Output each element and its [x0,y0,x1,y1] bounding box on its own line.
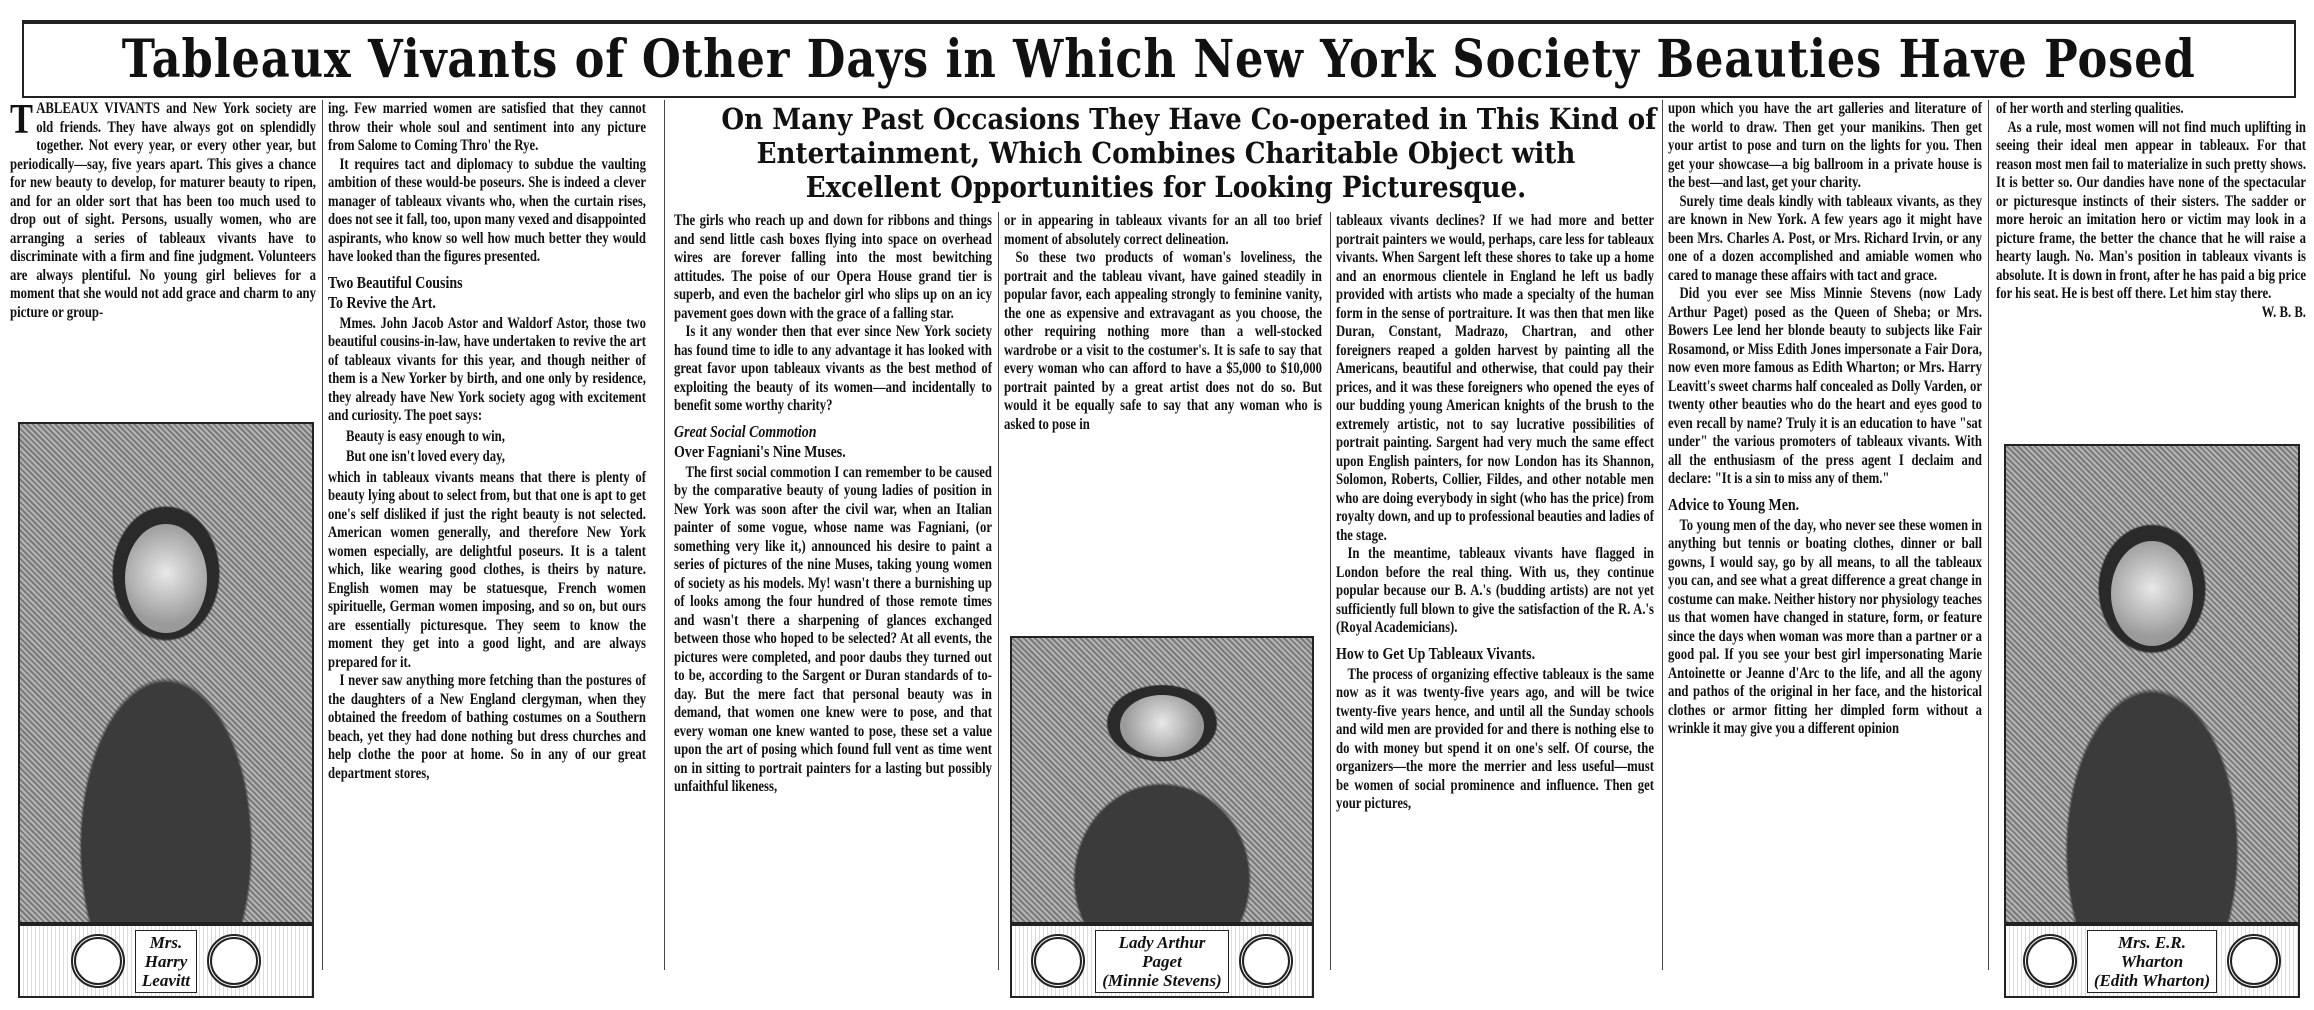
column-text [1668,100,1982,739]
ornament-icon [2023,934,2077,988]
paragraph-text: The first social commotion I can remember to be caused by the comparative beauty of young ladies of position in New York was soon after the civil war, when an Italian painter of some vogue, whose name was Fagniani, (or something very like it,) announced his desire to paint a series of pictures of the nine Muses, taking young women of society as his models. My! wasn't there a burnishing up of looks among the four hundred of those remote times and wasn't there a sharpening of glances exchanged between those who hoped to be selected? At all events, the pictures were completed, and poor daubs they turned out to be, according to the Sargent or Duran standards of to-day. But the mere fact that personal beauty was in demand, that women one knew were to pose, and that every woman one knew wanted to pose, these set a value upon the art of posing which found full vent as time went on in sitting to portrait painters for a lasting but possibly unfaithful likeness, [674,463,992,795]
paragraph-text: upon which you have the art galleries and literature of the world to draw. Then get your manikins. Then get your artist to pose and turn on the lights for you. Then get your showcase—a big ballroom in a private house is the best—and last, get your charity. [1668,100,1982,191]
verse-line [346,448,646,467]
paragraph [674,212,992,323]
column-text [674,212,992,797]
column-rule [664,100,665,970]
ornament-icon [71,934,125,988]
paragraph [1004,249,1322,434]
paragraph-text: Surely time deals kindly with tableaux vivants, as they are known in New York. A few years ago it might have been Mrs. Charles A. Post, or Mrs. Richard Irvin, or any one of a dozen accomplished and amiable women who cared to manage these affairs with tact and grace. [1668,192,1982,284]
subheading-kicker: Great Social Commotion [674,421,817,441]
face [1120,695,1204,757]
column-rule [1330,212,1331,970]
paragraph-text: But one isn't loved every day, [346,448,505,465]
drop-cap: T [10,97,33,143]
paragraph [328,156,646,267]
subheading-line: Over Fagniani's Nine Muses. [674,441,846,461]
paragraph-text: which in tableaux vivants means that there is plenty of beauty lying about to select from, but that one is apt to get one's self disliked if just the right beauty is not selected. American women generally, and therefore New York women especially, are delightful poseurs. It is a talent which, like wearing good clothes, is theirs by nature. English women may be statuesque, French women spirituelle, German women imposing, and so on, but ours are essentially picturesque. They seem to know the moment they get into a good light, and are always prepared for it. [328,468,646,671]
paragraph [1668,193,1982,286]
paragraph [674,323,992,416]
paragraph-text: It requires tact and diplomacy to subdue the vaulting ambition of these would-be poseurs. She is indeed a clever manager of tableaux vivants who, when the curtain rises, does not see it fall, too, upon many vexed and disappointed aspirants, who know so well how much better they would have looked than the figures presented. [328,155,646,265]
column-6 [1668,100,1982,1000]
portrait-leavitt [18,422,314,924]
paragraph-text: As a rule, most women will not find much uplifting in seeing their ideal men appear in tableaux. For that reason most men fail to materialize in such pretty shows. It is better so. Our dandies have none of the spectacular or picturesque instincts of their sisters. The sadder or more heroic an imitation hero or victim may look in a picture frame, the better the chance that he will raise a hearty laugh. No. Man's position in tableaux vivants is absolute. It is down in front, after he has paid a big price for his seat. He is best off there. Let him stay there. [1996,118,2306,302]
signature [1996,304,2306,323]
subheading [328,273,646,313]
column-2 [328,100,646,1000]
paragraph [328,672,646,783]
deck-line: Entertainment, Which Combines Charitable Object with [756,136,1576,170]
ornament-icon [207,934,261,988]
paragraph [674,464,992,797]
paragraph [328,469,646,673]
subheadline-deck [672,102,1660,204]
column-text [1336,212,1654,814]
caption-line: Mrs. [149,932,183,952]
paragraph [1996,119,2306,304]
subheading-line: How to Get Up Tableaux Vivants. [1336,643,1536,663]
portrait-wharton [2004,444,2300,924]
face [2111,541,2193,646]
column-text [328,100,646,783]
caption-line: Lady Arthur [1118,932,1206,952]
subheading-line: To Revive the Art. [328,292,436,312]
paragraph [328,100,646,156]
subheading [1668,495,1982,515]
column-3 [674,212,992,1000]
headline-box [22,20,2296,98]
paragraph [1668,100,1982,193]
caption-wharton [2004,924,2300,998]
caption-text [2087,930,2217,993]
paragraph [1668,517,1982,739]
paragraph-text: ABLEAUX VIVANTS and New York society are old friends. They have always got on splendidly together. Not every year, or every other year, but periodically—say, five years apart. This gives a chance for new beauty to develop, for maturer beauty to ripen, and for an older sort that has been too much used to drop out of sight. Persons, usually women, who are arranging a series of tableaux vivants have to discriminate with a firm and fine judgment. Volunteers are always plentiful. No young girl believes for a moment that she would not add grace and charm to any picture or group- [10,100,316,321]
verse-line [346,428,646,447]
face [125,524,207,634]
deck-line: Excellent Opportunities for Looking Picturesque. [805,170,1527,204]
ornament-icon [1239,934,1293,988]
subheading [674,422,992,462]
paragraph-text: In the meantime, tableaux vivants have flagged in London before the real thing. With us, they continue popular because our B. A.'s (budding artists) are not yet sufficiently full blown to give the satisfaction of the R. A.'s (Royal Academicians). [1336,545,1654,636]
subheading-line: Two Beautiful Cousins [328,272,463,292]
column-5 [1336,212,1654,1000]
caption-paget [1010,924,1314,998]
caption-text [1095,930,1228,993]
paragraph-text: The process of organizing effective tableaux is the same now as it was twenty-five years ago, and will be twice twenty-five years hence, and until all the Sunday schools and wild men are provided for and there is nothing else to do with money but spend it on one's self. Of course, the organizers—the more the merrier and less useful—must be women of social prominence and influence. Then get your pictures, [1336,665,1654,812]
caption-line: (Edith Wharton) [2093,970,2211,990]
paragraph [328,315,646,426]
paragraph-text: To young men of the day, who never see these women in anything but tennis or boating clothes, dinner or ball gowns, I would say, go by all means, to all the tableaux you can, and see what a great difference a great change in costume can make. Neither history nor physiology teaches us that women have changed in stature, form, or feature since the days when woman was more than a partner or a good pal. If you see your best girl impersonating Marie Antoinette or Jeanne d'Arc to the life, and all the agony and pathos of the original in her face, and the historical clothes or armor fitting her dimpled form without a wrinkle it may give you a different opinion [1668,516,1982,737]
caption-line: Leavitt [141,970,191,990]
paragraph [1336,212,1654,545]
paragraph-text: The girls who reach up and down for ribbons and things and send little cash boxes flying into space on overhead wires are forever falling into the most bewitching attitudes. The poise of our Opera House grand tier is superb, and even the bachelor girl who slips up on an icy pavement goes down with the grace of a falling star. [674,212,992,322]
caption-line: Wharton [2120,951,2184,971]
deck-line: On Many Past Occasions They Have Co-operated in This Kind of [721,102,1657,136]
subheading [1336,644,1654,664]
paragraph-text: W. B. B. [2261,303,2306,321]
column-rule [1662,100,1663,970]
column-7 [1996,100,2306,436]
paragraph [1996,100,2306,119]
paragraph-text: Is it any wonder then that ever since New York society has found time to idle to any advantage it has looked with great favor upon tableaux vivants as the best method of exploiting the beauty of its women—and incidentally to benefit some worthy charity? [674,323,992,414]
caption-text [135,930,197,993]
caption-line: Harry [144,951,188,971]
paragraph-text: Did you ever see Miss Minnie Stevens (now Lady Arthur Paget) posed as the Queen of Sheba; or Mrs. Bowers Lee lend her blonde beauty to subjects like Fair Rosamond, or Miss Edith Jones impersonate a Fair Dora, now even more famous as Edith Wharton; or Mrs. Harry Leavitt's sweet charms half concealed as Dolly Varden, or twenty other beauties who do the heart and eyes good to even recall by name? Truly it is an education to have "sat under" the various promoters of tableaux vivants. With all the enthusiasm of the press agent I declaim and declare: "It is a sin to miss any of them." [1668,285,1982,487]
paragraph-text: of her worth and sterling qualities. [1996,100,2184,117]
paragraph [1336,545,1654,638]
column-rule [1988,100,1989,970]
paragraph-text: tableaux vivants declines? If we had more and better portrait painters we would, perhaps, care less for tableaux vivants. When Sargent left these shores to take up a home and an enormous clientele in England he left us badly provided with artists who made a specialty of the human form in the sense of portraiture. It was then that men like Duran, Constant, Madrazo, Chartran, and other foreigners reaped a golden harvest by painting all the Americans, beautiful and otherwise, that could pay their prices, and it was these foreigners who opened the eyes of our budding young American knights of the brush to the extremely artistic, not to say lucrative possibilities of portrait painting. Sargent had very much the same effect upon English painters, for now London has its Shannon, Solomon, Roberts, Collier, Fildes, and other notable men who are doing everybody in sight (who has the price) from royalty down, and up to professional beauties and ladies of the stage. [1336,212,1654,544]
column-rule [998,212,999,970]
column-text [10,97,316,322]
paragraph-text: So these two products of woman's loveliness, the portrait and the tableau vivant, have gained steadily in popular favor, each appealing strongly to feminine vanity, the one as expensive and extravagant as you choose, the other requiring nothing more than a well-stocked wardrobe or a visit to the costumer's. It is safe to say that every woman who can afford to have a $5,000 to $10,000 portrait painted by a great artist does not do so. But would it be equally safe to say that any woman who is asked to pose in [1004,249,1322,433]
paragraph-text: or in appearing in tableaux vivants for an all too brief moment of absolutely correct delineation. [1004,212,1322,248]
caption-line: (Minnie Stevens) [1102,970,1222,990]
column-4 [1004,212,1322,630]
paragraph-text: Mmes. John Jacob Astor and Waldorf Astor, those two beautiful cousins-in-law, have undertaken to revive the art of tableaux vivants for this year, and though neither of them is a New Yorker by birth, and one only by residence, they already have New York society agog with excitement and curiosity. The poet says: [328,314,646,424]
column-rule [322,100,323,970]
portrait-paget [1010,636,1314,924]
column-text [1996,100,2306,322]
paragraph [1668,285,1982,489]
caption-line: Mrs. E.R. [2117,932,2187,952]
paragraph-text: I never saw anything more fetching than the postures of the daughters of a New England clergyman, when they obtained the freedom of bathing costumes on a Southern beach, yet they had done nothing but dress churches and help clothe the poor at home. So in any of our great department stores, [328,672,646,782]
caption-line: Paget [1142,951,1182,971]
column-1 [10,97,316,416]
paragraph [1004,212,1322,249]
paragraph-text: ing. Few married women are satisfied that they cannot throw their whole soul and sentiment into any picture from Salome to Coming Thro' the Rye. [328,100,646,154]
paragraph-text: Beauty is easy enough to win, [346,427,505,445]
paragraph [10,97,316,322]
page-title: Tableaux Vivants of Other Days in Which New York Society Beauties Have Posed [122,29,2196,90]
paragraph [1336,666,1654,814]
subheading-line: Advice to Young Men. [1668,494,1800,514]
ornament-icon [2227,934,2281,988]
ornament-icon [1031,934,1085,988]
column-text [1004,212,1322,434]
caption-leavitt [18,924,314,998]
